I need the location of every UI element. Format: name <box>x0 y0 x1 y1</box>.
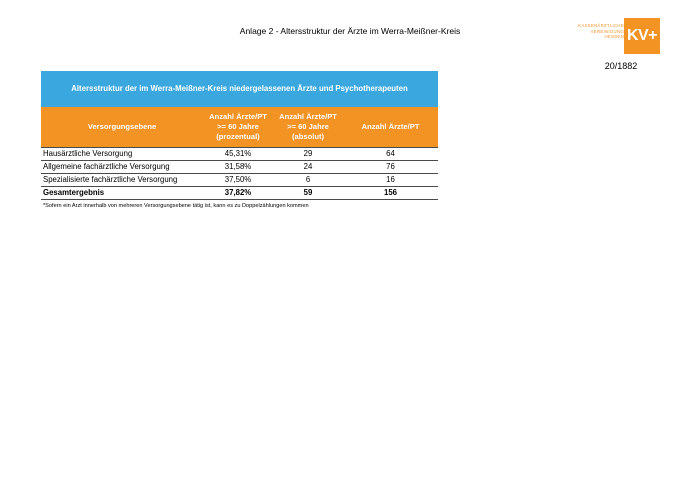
table-row: Spezialisierte fachärztliche Versorgung 37,50% 6 16 <box>41 174 438 187</box>
page-number: 20/1882 <box>604 61 638 71</box>
column-header: Anzahl Ärzte/PT <box>361 122 420 131</box>
table-row: Allgemeine fachärztliche Versorgung 31,58% 24 76 <box>41 161 438 174</box>
age-structure-table <box>41 71 438 209</box>
column-header: Versorgungsebene <box>87 122 157 131</box>
page-title: Anlage 2 - Altersstruktur der Ärzte im Werra-Meißner-Kreis <box>239 26 461 36</box>
table-header-row <box>41 107 438 147</box>
table-row: Hausärztliche Versorgung 45,31% 29 64 <box>41 147 438 161</box>
table-footnote: *Sofern ein Arzt innerhalb von mehreren Versorgungsebene tätig ist, kann es zu Doppelzählungen kommen <box>43 203 309 209</box>
kv-hessen-logo <box>566 18 660 54</box>
column-header: Anzahl Ärzte/PT >= 60 Jahre (absolut) <box>279 112 337 141</box>
logo-text: KASSENÄRZTLICHE VEREINIGUNG HESSEN <box>578 23 624 40</box>
table-title: Altersstruktur der im Werra-Meißner-Kreis niedergelassenen Ärzte und Psychotherapeuten <box>41 71 438 107</box>
logo-mark: KV+ <box>624 18 660 54</box>
column-header: Anzahl Ärzte/PT >= 60 Jahre (prozentual) <box>209 112 267 141</box>
table-total-row: Gesamtergebnis 37,82% 59 156 <box>41 187 438 200</box>
